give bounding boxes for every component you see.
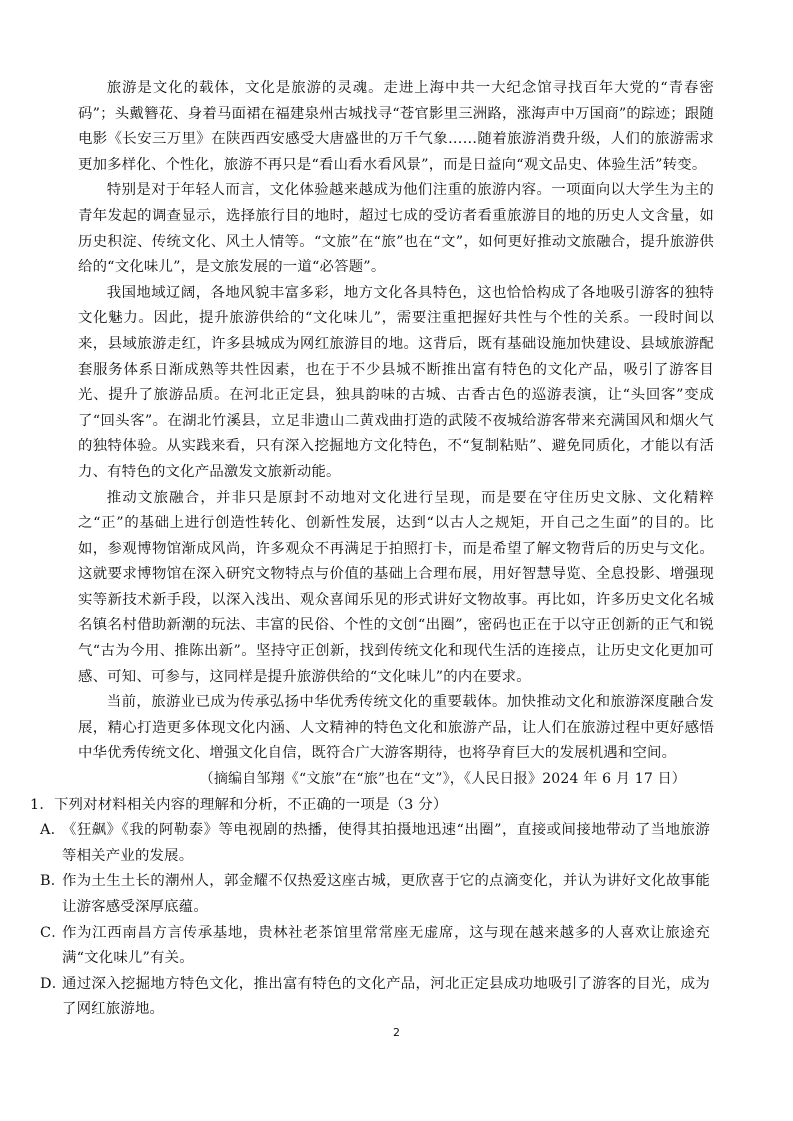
option-letter: B．	[40, 873, 66, 890]
option-text: 作为江西南昌方言传承基地，贵林社老茶馆里常常座无虚席，这与现在越来越多的人喜欢让旅途充满“文化味儿”有关。	[62, 924, 710, 967]
question-stem: 1．下列对材料相关内容的理解和分析，不正确的一项是（3 分）	[30, 796, 448, 813]
option-text: 作为土生土长的潮州人，郭金耀不仅热爱这座古城，更欣喜于它的点滴变化，并认为讲好文化故事能让游客感受深厚底蕴。	[62, 873, 710, 915]
option-letter: D．	[40, 975, 67, 992]
source-citation: （摘编自邹翔《“文旅”在“旅”也在“文”》，《人民日报》2024 年 6 月 17 日）	[199, 771, 686, 788]
paragraph-3: 我国地域辽阔，各地风貌丰富多彩，地方文化各具特色，这也恰恰构成了各地吸引游客的独特文化魅力。因此，提升旅游供给的“文化味儿”，需要注重把握好共性与个性的关系。一段时间以来，县域旅游走红，许多县城成为网红旅游目的地。这背后，既有基础设施加快建设、县域旅游配套服务体系日渐成熟等共性因素，也在于不少县城不断推出富有特色的文化产品，吸引了游客目光、提升了旅游品质。在河北正定县，独具韵味的古城、古香古色的巡游表演，让“头回客”变成了“回头客”。在湖北竹溪县，立足非遗山二黄戏曲打造的武陵不夜城给游客带来充满国风和烟火气的独特体验。从实践来看，只有深入挖掘地方文化特色，不“复制粘贴”、避免同质化，才能以有活力、有特色的文化产品激发文旅新动能。	[78, 284, 714, 480]
page-number: 2	[393, 1026, 400, 1039]
paragraph-4: 推动文旅融合，并非只是原封不动地对文化进行呈现，而是要在守住历史文脉、文化精粹之“正”的基础上进行创造性转化、创新性发展，达到“以古人之规矩，开自己之生面”的目的。比如，参观博物馆渐成风尚，许多观众不再满足于拍照打卡，而是希望了解文物背后的历史与文化。这就要求博物馆在深入研究文物特点与价值的基础上合理布展，用好智慧导览、全息投影、增强现实等新技术新手段，以深入浅出、观众喜闻乐见的形式讲好文物故事。再比如，许多历史文化名城名镇名村借助新潮的玩法、丰富的民俗、个性的文创“出圈”，密码也正在于以守正创新的正气和锐气“古为今用、推陈出新”。坚持守正创新，找到传统文化和现代生活的连接点，让历史文化更加可感、可知、可参与，这同样是提升旅游供给的“文化味儿”的内在要求。	[78, 489, 714, 685]
option-a	[40, 818, 714, 869]
paragraph-1: 旅游是文化的载体，文化是旅游的灵魂。走进上海中共一大纪念馆寻找百年大党的“青春密码”；头戴簪花、身着马面裙在福建泉州古城找寻“苍官影里三洲路，涨海声中万国商”的踪迹；跟随电影《长安三万里》在陕西西安感受大唐盛世的万千气象……随着旅游消费升级，人们的旅游需求更加多样化、个性化，旅游不再只是“看山看水看风景”，而是日益向“观文品史、体验生活”转变。	[78, 80, 714, 173]
option-letter: C．	[40, 924, 66, 941]
document-page	[30, 76, 714, 1023]
option-text: 《狂飙》《我的阿勒泰》等电视剧的热播，使得其拍摄地迅速“出圈”，直接或间接地带动了当地旅游等相关产业的发展。	[62, 822, 710, 864]
paragraph-5: 当前，旅游业已成为传承弘扬中华优秀传统文化的重要载体。加快推动文化和旅游深度融合发展，精心打造更多体现文化内涵、人文精神的特色文化和旅游产品，让人们在旅游过程中更好感悟中华优秀传统文化、增强文化自信，既符合广大游客期待，也将孕育巨大的发展机遇和空间。	[78, 694, 714, 762]
option-c	[40, 921, 714, 972]
paragraph-2: 特别是对于年轻人而言，文化体验越来越成为他们注重的旅游内容。一项面向以大学生为主的青年发起的调查显示，选择旅行目的地时，超过七成的受访者看重旅游目的地的历史人文含量，如历史积淀、传统文化、风土人情等。“文旅”在“旅”也在“文”，如何更好推动文旅融合，提升旅游供给的“文化味儿”，是文旅发展的一道“必答题”。	[78, 182, 714, 276]
option-b	[40, 869, 714, 920]
option-d	[40, 972, 714, 1023]
option-letter: A．	[40, 822, 66, 839]
option-text: 通过深入挖掘地方特色文化，推出富有特色的文化产品，河北正定县成功地吸引了游客的目光，成为了网红旅游地。	[62, 975, 710, 1018]
